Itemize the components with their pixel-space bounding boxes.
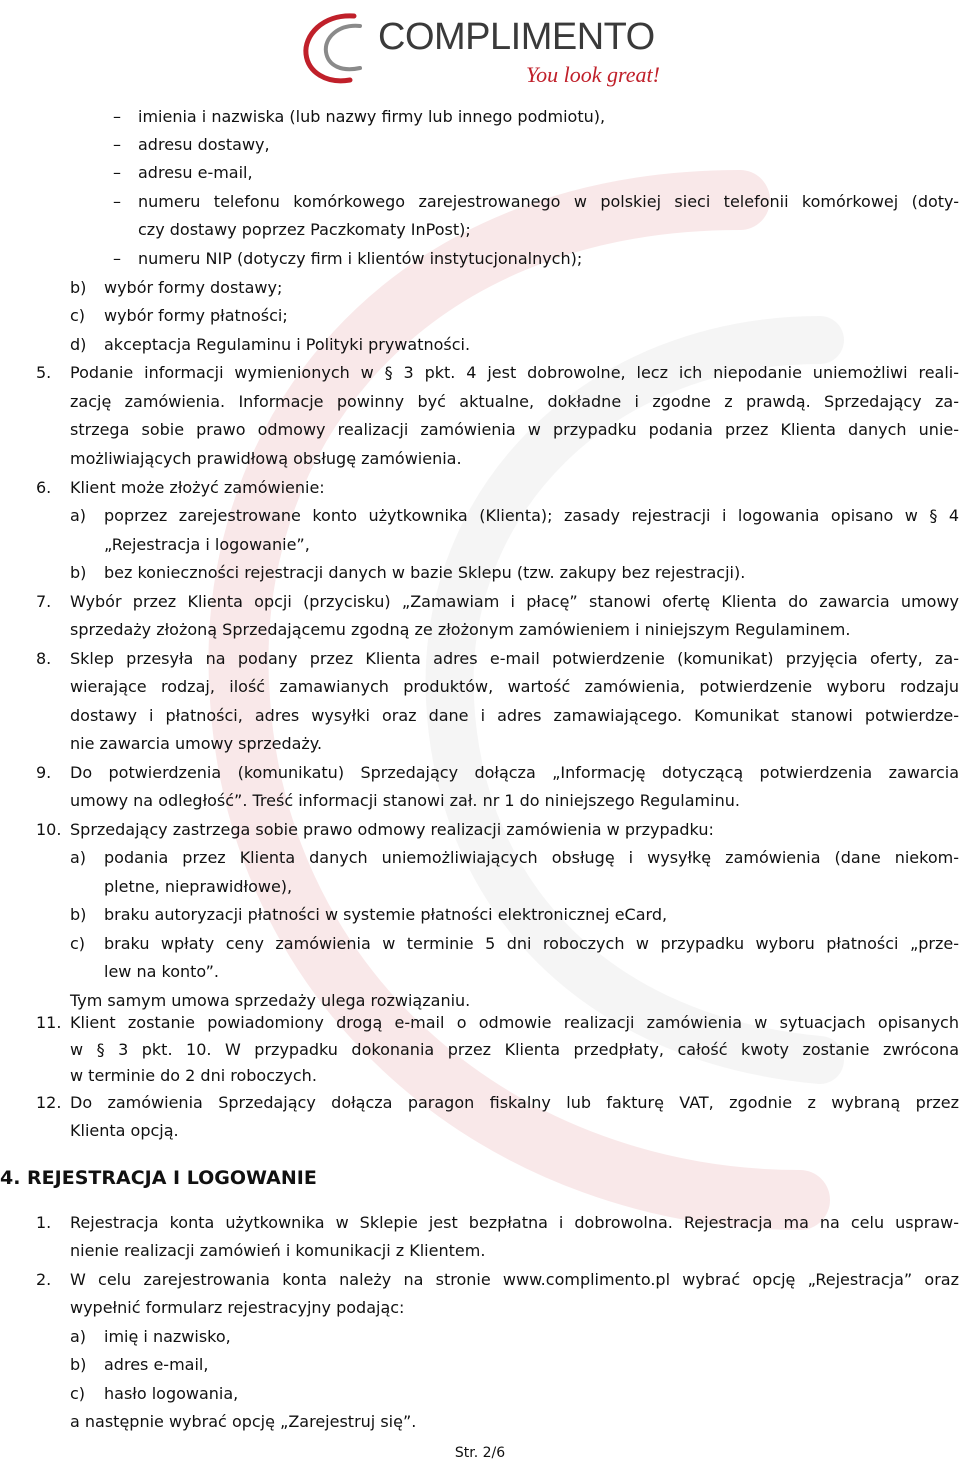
text-line: nienie realizacji zamówień i komunikacji z Klientem. xyxy=(70,1241,486,1260)
text-line: a następnie wybrać opcję „Zarejestruj się”. xyxy=(70,1412,417,1431)
list-dash: – xyxy=(113,192,121,211)
text-line: Do potwierdzenia (komunikatu) Sprzedający dołącza „Informację dotyczącą potwierdzenia zawarcia xyxy=(70,763,959,782)
text-line: wierające rodzaj, ilość zamawianych produktów, wartość zamówienia, potwierdzenie wyboru rodzaju xyxy=(70,677,959,696)
text-line: Tym samym umowa sprzedaży ulega rozwiązaniu. xyxy=(70,991,471,1010)
logo-swirl-icon xyxy=(298,6,378,86)
list-marker: 10. xyxy=(36,820,62,839)
list-marker: 9. xyxy=(36,763,52,782)
text-line: Sprzedający zastrzega sobie prawo odmowy realizacji zamówienia w przypadku: xyxy=(70,820,714,839)
list-marker: 12. xyxy=(36,1093,62,1112)
page-number: Str. 2/6 xyxy=(454,1445,506,1461)
text-line: W celu zarejestrowania konta należy na stronie www.complimento.pl wybrać opcję „Rejestracja” oraz xyxy=(70,1270,959,1289)
list-marker: 6. xyxy=(36,478,52,497)
list-marker: b) xyxy=(70,905,87,924)
list-marker: b) xyxy=(70,278,87,297)
text-line: sprzedaży złożoną Sprzedającemu zgodną ze złożonym zamówieniem i niniejszym Regulaminem. xyxy=(70,620,851,639)
list-marker: a) xyxy=(70,1327,87,1346)
text-line: wypełnić formularz rejestracyjny podając: xyxy=(70,1298,405,1317)
text-line: w terminie do 2 dni roboczych. xyxy=(70,1066,317,1085)
text-line: „Rejestracja i logowanie”, xyxy=(104,535,310,554)
list-dash: – xyxy=(113,249,121,268)
text-line: lew na konto”. xyxy=(104,962,219,981)
text-line: podania przez Klienta danych uniemożliwiających obsługę i wysyłkę zamówienia (dane niekom- xyxy=(104,848,959,867)
list-marker: c) xyxy=(70,1384,86,1403)
list-marker: d) xyxy=(70,335,87,354)
text-line: bez konieczności rejestracji danych w bazie Sklepu (tzw. zakupy bez rejestracji). xyxy=(104,563,746,582)
list-dash: – xyxy=(113,163,121,182)
text-line: Klienta opcją. xyxy=(70,1121,179,1140)
text-line: adresu dostawy, xyxy=(138,135,270,154)
text-line: Klient może złożyć zamówienie: xyxy=(70,478,325,497)
text-line: akceptacja Regulaminu i Polityki prywatności. xyxy=(104,335,471,354)
text-line: Rejestracja konta użytkownika w Sklepie jest bezpłatna i dobrowolna. Rejestracja ma na celu uspraw- xyxy=(70,1213,959,1232)
list-marker: 2. xyxy=(36,1270,52,1289)
text-line: braku autoryzacji płatności w systemie płatności elektronicznej eCard, xyxy=(104,905,668,924)
text-line: Do zamówienia Sprzedający dołącza paragon fiskalny lub fakturę VAT, zgodnie z wybraną przez xyxy=(70,1093,959,1112)
text-line: umowy na odległość”. Treść informacji stanowi zał. nr 1 do niniejszego Regulaminu. xyxy=(70,791,740,810)
list-marker: 8. xyxy=(36,649,52,668)
list-marker: a) xyxy=(70,848,87,867)
logo-tagline: You look great! xyxy=(525,62,660,87)
text-line: hasło logowania, xyxy=(104,1384,239,1403)
list-marker: 1. xyxy=(36,1213,52,1232)
text-line: czy dostawy poprzez Paczkomaty InPost); xyxy=(138,220,471,239)
text-line: imię i nazwisko, xyxy=(104,1327,231,1346)
text-line: zację zamówienia. Informacje powinny być aktualne, dokładne i zgodne z prawdą. Sprzedający za- xyxy=(70,392,959,411)
text-line: dostawy i płatności, adres wysyłki oraz dane i adres zamawiającego. Komunikat stanowi potwierdze- xyxy=(70,706,959,725)
list-marker: b) xyxy=(70,1355,87,1374)
list-marker: 7. xyxy=(36,592,52,611)
list-marker: c) xyxy=(70,934,86,953)
text-line: strzega sobie prawo odmowy realizacji zamówienia w przypadku podania przez Klienta danych unie- xyxy=(70,420,959,439)
section-heading: 4. REJESTRACJA I LOGOWANIE xyxy=(0,1167,317,1189)
text-line: adres e-mail, xyxy=(104,1355,209,1374)
text-line: w § 3 pkt. 10. W przypadku dokonania przez Klienta przedpłaty, całość kwoty zostanie zwrócona xyxy=(70,1040,959,1059)
text-line: wybór formy płatności; xyxy=(104,306,288,325)
text-line: Podanie informacji wymienionych w § 3 pkt. 4 jest dobrowolne, lecz ich niepodanie uniemożliwi reali- xyxy=(70,363,959,382)
text-line: numeru NIP (dotyczy firm i klientów instytucjonalnych); xyxy=(138,249,583,268)
text-line: Klient zostanie powiadomiony drogą e-mail o odmowie realizacji zamówienia w sytuacjach opisanych xyxy=(70,1013,959,1032)
list-marker: 5. xyxy=(36,363,52,382)
list-marker: a) xyxy=(70,506,87,525)
list-dash: – xyxy=(113,135,121,154)
text-line: adresu e-mail, xyxy=(138,163,253,182)
list-marker: c) xyxy=(70,306,86,325)
text-line: Wybór przez Klienta opcji (przycisku) „Zamawiam i płacę” stanowi ofertę Klienta do zawarcia umowy xyxy=(70,592,959,611)
text-line: pletne, nieprawidłowe), xyxy=(104,877,293,896)
list-marker: 11. xyxy=(36,1013,62,1032)
list-marker: b) xyxy=(70,563,87,582)
text-line: numeru telefonu komórkowego zarejestrowanego w polskiej sieci telefonii komórkowej (doty- xyxy=(138,192,959,211)
text-line: imienia i nazwiska (lub nazwy firmy lub innego podmiotu), xyxy=(138,107,606,126)
text-line: możliwiających prawidłową obsługę zamówienia. xyxy=(70,449,462,468)
text-line: nie zawarcia umowy sprzedaży. xyxy=(70,734,323,753)
text-line: Sklep przesyła na podany przez Klienta adres e-mail potwierdzenie (komunikat) przyjęcia oferty, za- xyxy=(70,649,959,668)
brand-logo xyxy=(298,6,668,92)
list-dash: – xyxy=(113,107,121,126)
text-line: wybór formy dostawy; xyxy=(104,278,283,297)
logo-name: COMPLIMENTO xyxy=(378,16,655,58)
text-line: poprzez zarejestrowane konto użytkownika (Klienta); zasady rejestracji i logowania opisano w § 4 xyxy=(104,506,959,525)
text-line: braku wpłaty ceny zamówienia w terminie 5 dni roboczych w przypadku wyboru płatności „prze- xyxy=(104,934,959,953)
